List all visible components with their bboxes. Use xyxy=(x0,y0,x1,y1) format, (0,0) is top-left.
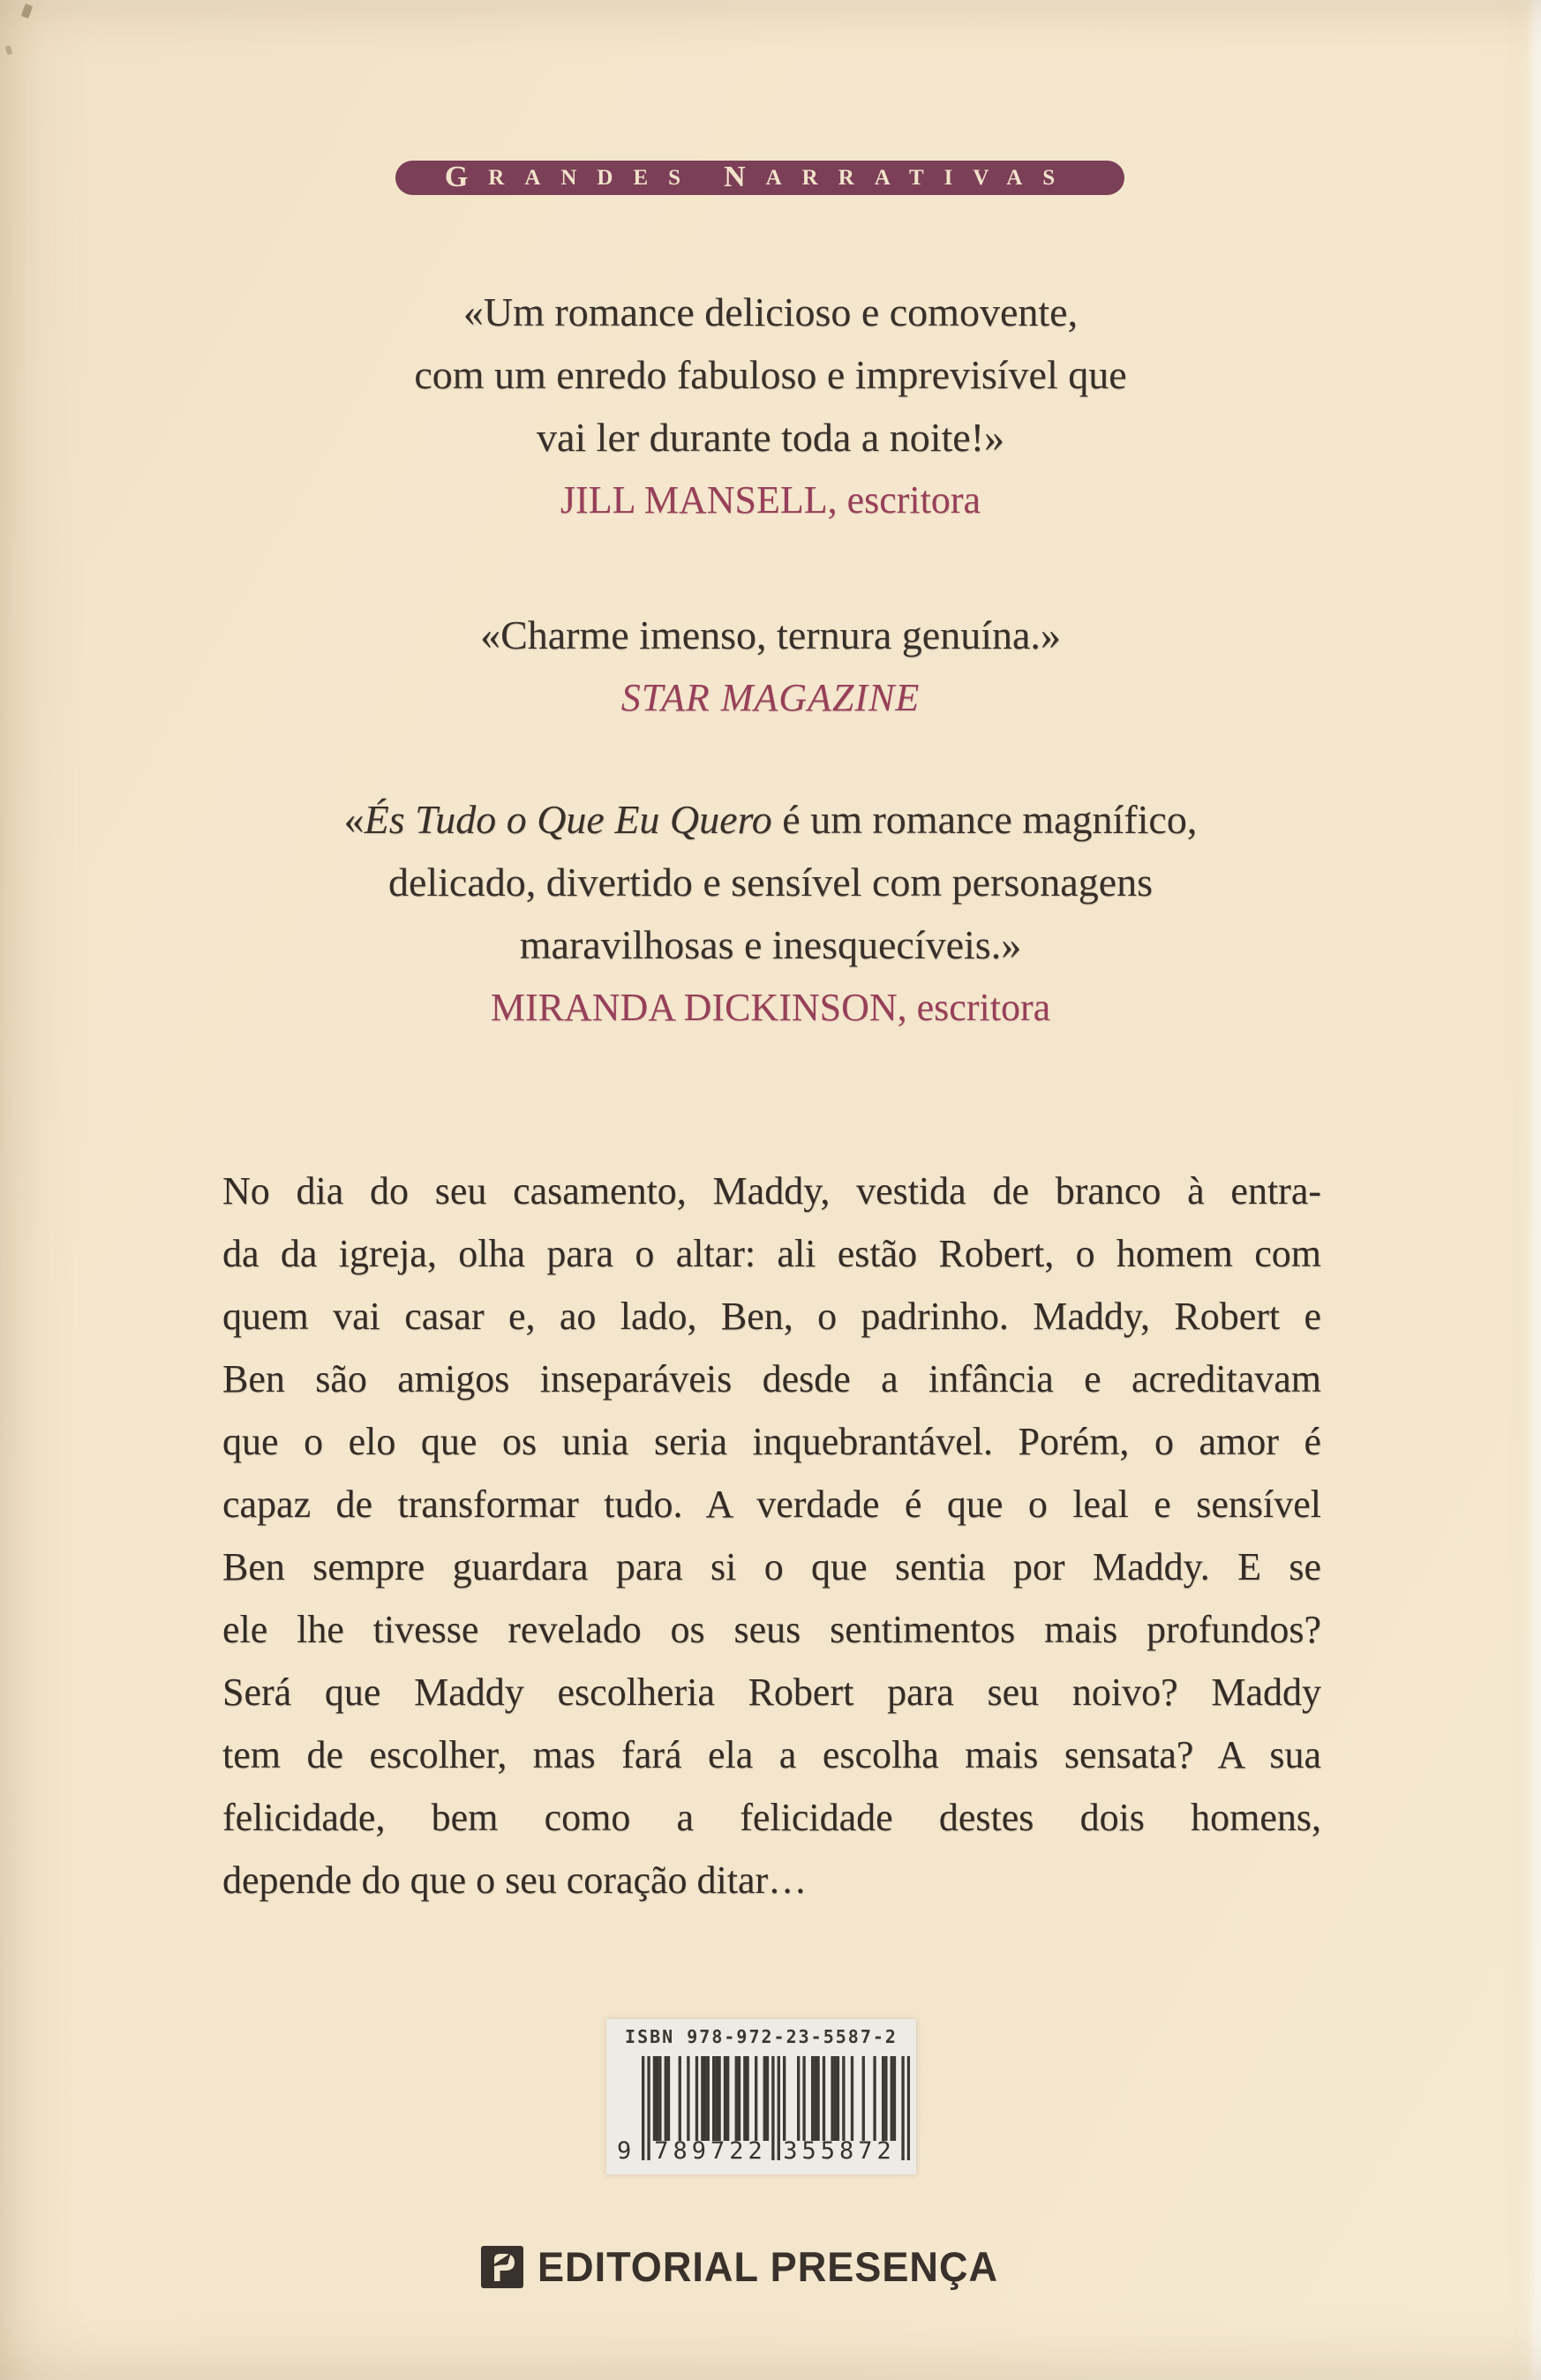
quote-star-magazine xyxy=(0,604,1541,729)
scan-speck xyxy=(21,4,34,19)
attribution-name: JILL MANSELL, xyxy=(560,478,838,522)
presenca-p-icon xyxy=(481,2246,523,2288)
attribution-name: MIRANDA DICKINSON, xyxy=(490,986,907,1029)
publisher-name: EDITORIAL PRESENÇA xyxy=(537,2243,999,2290)
banner-word2-initial: N xyxy=(724,160,766,193)
synopsis-line: felicidade, bem como a felicidade destes dois homens, xyxy=(222,1796,1321,1839)
synopsis-line: capaz de transformar tudo. A verdade é que o leal e sensível xyxy=(222,1483,1321,1526)
synopsis-line: No dia do seu casamento, Maddy, vestida de branco à entra- xyxy=(222,1169,1321,1213)
synopsis-line: depende do que o seu coração ditar… xyxy=(222,1858,808,1902)
barcode-digits-group2: 355872 xyxy=(783,2137,896,2165)
banner-word1-initial: G xyxy=(444,160,489,193)
barcode-digit-left: 9 xyxy=(617,2137,632,2165)
guillemet-open: « xyxy=(343,797,365,842)
scan-edge-highlight xyxy=(1527,0,1541,2380)
synopsis-line: quem vai casar e, ao lado, Ben, o padrinho. Maddy, Robert e xyxy=(222,1295,1321,1338)
book-title-italic: És Tudo o Que Eu Quero xyxy=(364,797,772,842)
banner-word1-rest: RANDES xyxy=(488,166,702,190)
synopsis-line: Ben são amigos inseparáveis desde a infância e acreditavam xyxy=(222,1357,1321,1400)
quote-line: maravilhosas e inesquecíveis.» xyxy=(519,922,1022,967)
synopsis-line: Ben sempre guardara para si o que sentia por Maddy. E se xyxy=(222,1545,1321,1588)
quote-attribution xyxy=(0,976,1541,1039)
quote-line: vai ler durante toda a noite!» xyxy=(536,415,1005,460)
synopsis-line: Será que Maddy escolheria Robert para seu noivo? Maddy xyxy=(222,1671,1321,1714)
quote-miranda-dickinson xyxy=(0,788,1541,1039)
quote-line: delicado, divertido e sensível com personagens xyxy=(387,860,1154,905)
synopsis-line: que o elo que os unia seria inquebrantável. Porém, o amor é xyxy=(222,1420,1321,1463)
synopsis-line: ele lhe tivesse revelado os seus sentimentos mais profundos? xyxy=(222,1608,1321,1651)
quote-jill-mansell xyxy=(0,281,1541,531)
banner-word2-rest: ARRATIVAS xyxy=(765,166,1076,190)
barcode-label xyxy=(606,2019,916,2174)
attribution-role: escritora xyxy=(837,478,981,522)
scan-speck xyxy=(5,45,13,55)
quote-line: «Um romance delicioso e comovente, xyxy=(462,289,1079,334)
publisher-logo xyxy=(481,2242,1018,2291)
synopsis-line: tem de escolher, mas fará ela a escolha mais sensata? A sua xyxy=(222,1733,1321,1776)
attribution-role: escritora xyxy=(906,986,1051,1029)
quote-attribution xyxy=(0,469,1541,531)
quote-attribution: STAR MAGAZINE xyxy=(620,676,921,719)
series-banner xyxy=(395,161,1124,195)
quote-line-rest: é um romance magnífico, xyxy=(771,797,1198,842)
barcode-digits-group1: 789722 xyxy=(654,2137,767,2165)
synopsis-line: da da igreja, olha para o altar: ali estão Robert, o homem com xyxy=(222,1232,1321,1275)
synopsis xyxy=(222,1160,1321,1911)
quote-line: com um enredo fabuloso e imprevisível que xyxy=(414,352,1127,397)
quote-line: «Charme imenso, ternura genuína.» xyxy=(480,612,1061,657)
isbn-text: ISBN 978-972-23-5587-2 xyxy=(625,2026,898,2047)
quote-line xyxy=(0,788,1541,851)
